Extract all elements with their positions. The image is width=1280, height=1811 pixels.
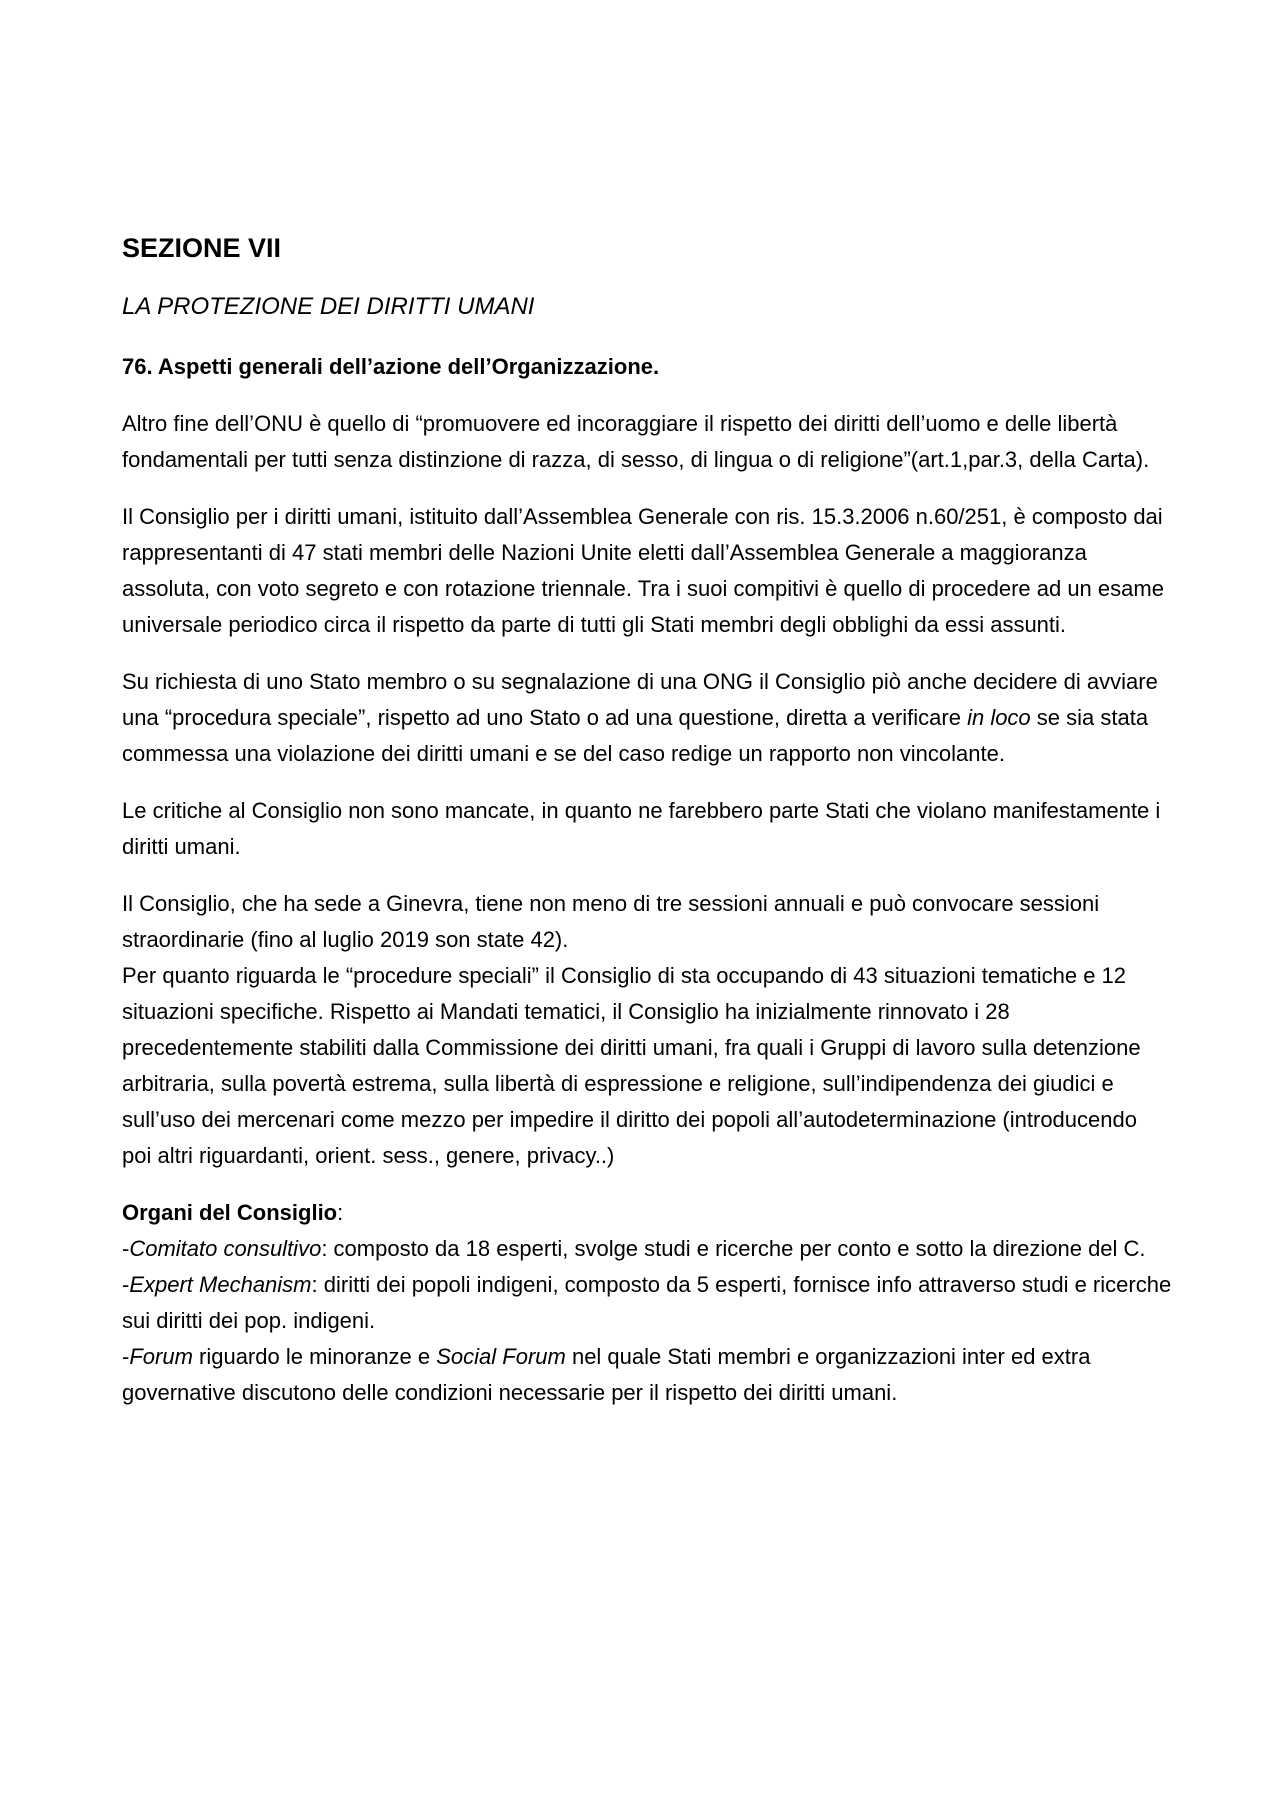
- section-subtitle: LA PROTEZIONE DEI DIRITTI UMANI: [122, 293, 535, 320]
- organs-item-1-title: Comitato consultivo: [129, 1236, 322, 1261]
- organs-block: [122, 1195, 1172, 1411]
- paragraph-5: [122, 886, 1172, 1174]
- organs-item-1: [122, 1231, 1172, 1267]
- organs-item-2-text: : diritti dei popoli indigeni, composto da 5 esperti, fornisce info attraverso studi e ricerche sui diritti dei pop. indigeni.: [122, 1272, 1172, 1333]
- paragraph-3-italic: in loco: [967, 705, 1031, 730]
- organs-heading-line: [122, 1195, 1172, 1231]
- organs-item-3-text-mid: riguardo le minoranze e: [192, 1344, 437, 1369]
- organs-item-2-prefix: -: [122, 1272, 130, 1297]
- paragraph-heading: 76. Aspetti generali dell’azione dell’Organizzazione.: [122, 354, 660, 379]
- organs-item-2-title: Expert Mechanism: [129, 1272, 312, 1297]
- organs-item-1-text: : composto da 18 esperti, svolge studi e ricerche per conto e sotto la direzione del C.: [321, 1236, 1146, 1261]
- organs-item-3-title: Forum: [129, 1344, 193, 1369]
- paragraph-3-text-before: Su richiesta di uno Stato membro o su segnalazione di una ONG il Consiglio piò anche decidere di avviare una “procedura speciale”, rispetto ad uno Stato o ad una questione, diretta a verificare: [122, 669, 1158, 730]
- paragraph-5-line-1: Il Consiglio, che ha sede a Ginevra, tiene non meno di tre sessioni annuali e può convocare sessioni straordinarie (fino al luglio 2019 son state 42).: [122, 891, 1100, 952]
- paragraph-2: Il Consiglio per i diritti umani, istituito dall’Assemblea Generale con ris. 15.3.2006 n.60/251, è composto dai rappresentanti di 47 stati membri delle Nazioni Unite eletti dall’Assemblea Generale a maggioranza assoluta, con voto segreto e con rotazione triennale. Tra i suoi compitivi è quello di procedere ad un esame universale periodico circa il rispetto da parte di tutti gli Stati membri degli obblighi da essi assunti.: [122, 504, 1164, 637]
- organs-item-1-prefix: -: [122, 1236, 130, 1261]
- section-title: SEZIONE VII: [122, 233, 282, 263]
- organs-item-3-title-2: Social Forum: [436, 1344, 566, 1369]
- organs-item-3-text-end: nel quale Stati membri e organizzazioni inter ed extra governative discutono delle condizioni necessarie per il rispetto dei diritti umani.: [122, 1344, 1091, 1405]
- organs-heading: Organi del Consiglio: [122, 1200, 338, 1225]
- paragraph-3-text-after: se sia stata commessa una violazione dei diritti umani e se del caso redige un rapporto non vincolante.: [122, 705, 1149, 766]
- paragraph-5-line-2: Per quanto riguarda le “procedure speciali” il Consiglio di sta occupando di 43 situazioni tematiche e 12 situazioni specifiche. Rispetto ai Mandati tematici, il Consiglio ha inizialmente rinnovato i 28 precedentemente stabiliti dalla Commissione dei diritti umani, fra quali i Gruppi di lavoro sulla detenzione arbitraria, sulla povertà estrema, sulla libertà di espressione e religione, sull’indipendenza dei giudici e sull’uso dei mercenari come mezzo per impedire il diritto dei popoli all’autodeterminazione (introducendo poi altri riguardanti, orient. sess., genere, privacy..): [122, 963, 1141, 1168]
- organs-heading-suffix: :: [337, 1200, 344, 1225]
- paragraph-4: Le critiche al Consiglio non sono mancate, in quanto ne farebbero parte Stati che violano manifestamente i diritti umani.: [122, 798, 1161, 859]
- paragraph-1: Altro fine dell’ONU è quello di “promuovere ed incoraggiare il rispetto dei diritti dell’uomo e delle libertà fondamentali per tutti senza distinzione di razza, di sesso, di lingua o di religione”(art.1,par.3, della Carta).: [122, 411, 1150, 472]
- paragraph-3: [122, 664, 1172, 772]
- organs-item-3-prefix: -: [122, 1344, 130, 1369]
- document-page: [122, 228, 1172, 1432]
- organs-item-2: [122, 1267, 1172, 1339]
- organs-item-3: [122, 1339, 1172, 1411]
